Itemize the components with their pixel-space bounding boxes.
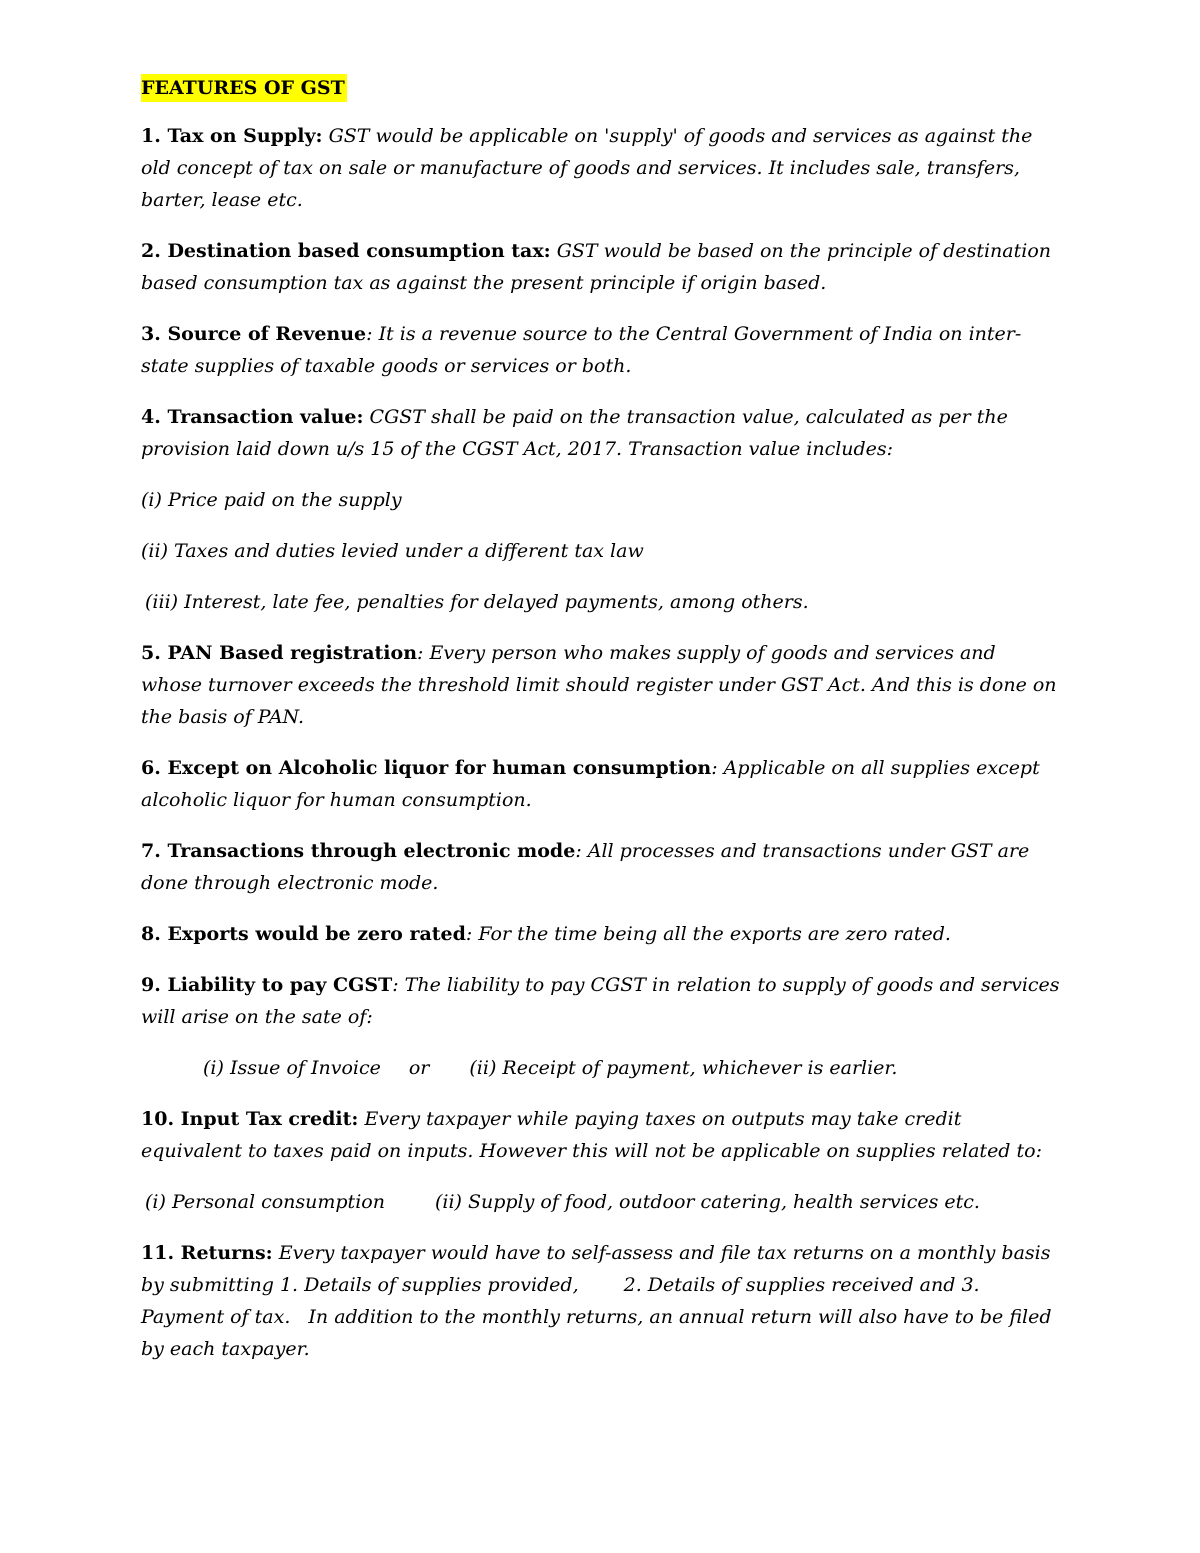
feature-heading: 5. PAN Based registration <box>141 642 418 664</box>
feature-text: : For the time being all the exports are zero rated. <box>465 923 951 945</box>
sub-item: (ii) Supply of food, outdoor catering, health services etc. <box>434 1191 980 1213</box>
feature-item-4 <box>141 401 1061 465</box>
sub-item: (i) Price paid on the supply <box>141 489 402 511</box>
feature-heading: 9. Liability to pay CGST <box>141 974 393 996</box>
feature-item-5 <box>141 637 1061 733</box>
sub-item: (iii) Interest, late fee, penalties for delayed payments, among others. <box>145 591 809 613</box>
feature-text: Every taxpayer would have to self-assess and file tax returns on a monthly basis by submitting 1. Details of supplies provided, <box>141 1242 1051 1296</box>
feature-text: : The liability to pay CGST in relation to supply of goods and services will arise on the sate of: <box>141 974 1060 1028</box>
feature-item-6 <box>141 752 1061 816</box>
document-body <box>141 72 1061 1384</box>
feature-heading: 7. Transactions through electronic mode <box>141 840 576 862</box>
sub-line <box>141 1186 1061 1218</box>
feature-heading: 8. Exports would be zero rated <box>141 923 466 945</box>
feature-text: : Applicable on all supplies except alcoholic liquor for human consumption. <box>141 757 1040 811</box>
feature-heading: 11. Returns: <box>141 1242 273 1264</box>
feature-item-11 <box>141 1237 1061 1365</box>
feature-text: GST would be based on the principle of destination based consumption tax as against the present principle if origin based. <box>141 240 1051 294</box>
feature-item-9 <box>141 969 1061 1033</box>
sub-item: (ii) Taxes and duties levied under a different tax law <box>141 540 644 562</box>
feature-text: : All processes and transactions under GST are done through electronic mode. <box>141 840 1030 894</box>
feature-heading: 2. Destination based consumption tax: <box>141 240 551 262</box>
sub-item: (ii) Receipt of payment, whichever is earlier. <box>469 1057 898 1079</box>
feature-text: 2. Details of supplies received and 3. Payment of tax. <box>141 1274 980 1328</box>
feature-item-10 <box>141 1103 1061 1167</box>
feature-text: GST would be applicable on 'supply' of goods and services as against the old concept of tax on sale or manufacture of goods and services. It includes sale, transfers, barter, lease etc. <box>141 125 1033 211</box>
sub-line <box>141 1052 1061 1084</box>
sub-item-connector: or <box>408 1057 430 1079</box>
feature-item-2 <box>141 235 1061 299</box>
feature-heading: 6. Except on Alcoholic liquor for human consumption <box>141 757 712 779</box>
feature-text: In addition to the monthly returns, an annual return will also have to be filed by each taxpayer. <box>141 1306 1052 1360</box>
feature-text: : It is a revenue source to the Central Government of India on inter-state supplies of taxable goods or services or both. <box>141 323 1022 377</box>
feature-item-3 <box>141 318 1061 382</box>
feature-heading: 1. Tax on Supply: <box>141 125 323 147</box>
document-title: FEATURES OF GST <box>141 74 347 102</box>
feature-text: CGST shall be paid on the transaction value, calculated as per the provision laid down u/s 15 of the CGST Act, 2017. Transaction value includes: <box>141 406 1008 460</box>
feature-heading: 3. Source of Revenue <box>141 323 367 345</box>
sub-item: (i) Issue of Invoice <box>203 1057 381 1079</box>
feature-text: Every taxpayer while paying taxes on outputs may take credit equivalent to taxes paid on inputs. However this will not be applicable on supplies related to: <box>141 1108 1042 1162</box>
feature-item-8 <box>141 918 1061 950</box>
feature-item-1 <box>141 120 1061 216</box>
feature-item-7 <box>141 835 1061 899</box>
feature-heading: 4. Transaction value: <box>141 406 364 428</box>
feature-text: : Every person who makes supply of goods and services and whose turnover exceeds the threshold limit should register under GST Act. And this is done on the basis of PAN. <box>141 642 1057 728</box>
feature-heading: 10. Input Tax credit: <box>141 1108 359 1130</box>
sub-item: (i) Personal consumption <box>145 1191 385 1213</box>
